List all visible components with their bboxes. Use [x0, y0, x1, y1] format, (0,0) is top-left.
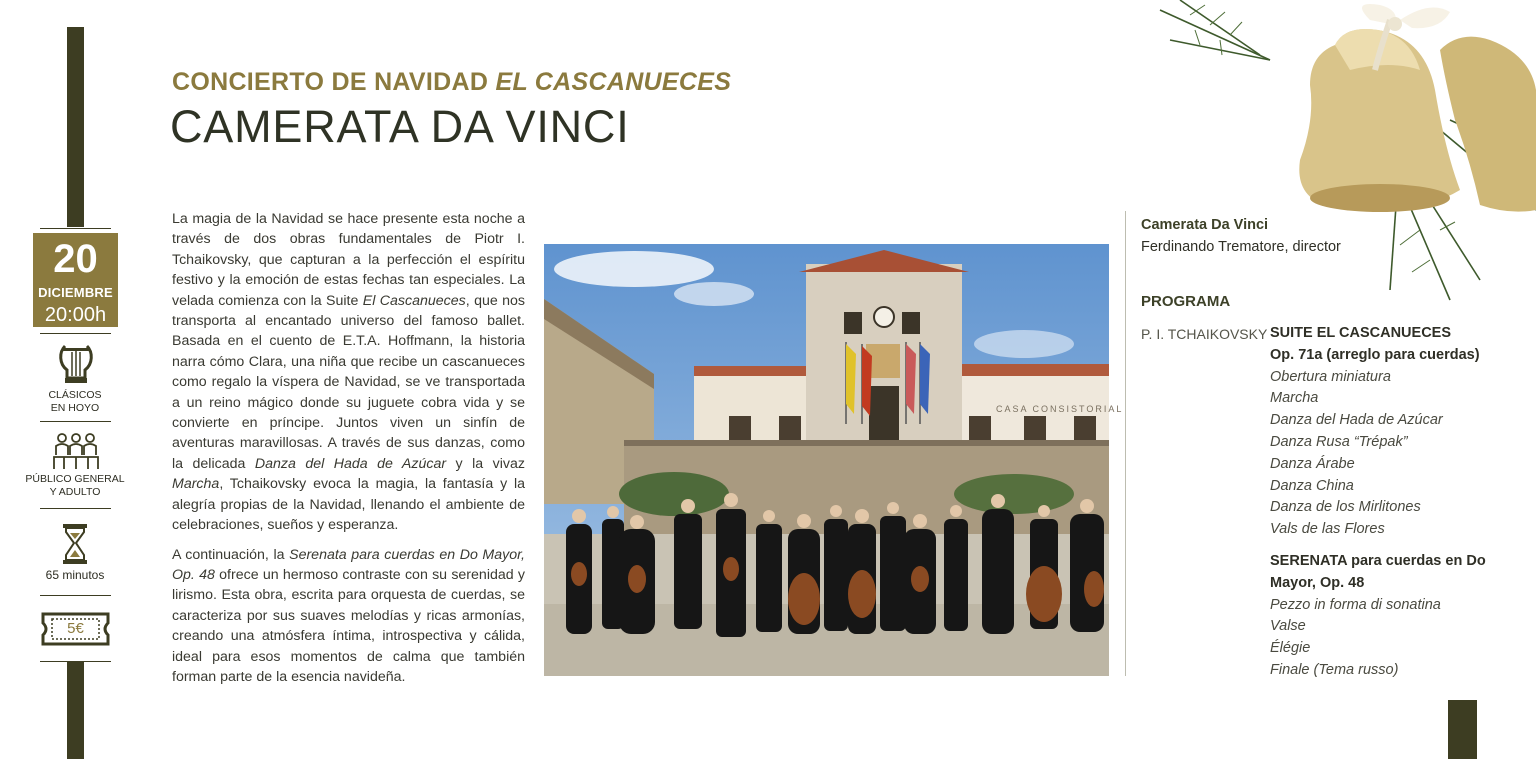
- building-sign: CASA CONSISTORIAL: [996, 404, 1124, 414]
- divider: [40, 508, 111, 509]
- ensemble-photo: [544, 244, 1124, 676]
- program-works: [1270, 323, 1520, 682]
- category-label: CLÁSICOS EN HOYO: [48, 389, 102, 414]
- paragraph-1: La magia de la Navidad se hace presente esta noche a través de dos obras fundamentales de Piotr I. Tchaikovsky, que capturan a la perfección el espíritu festivo y la emoción de estas fechas tan especiales. La velada comienza con la Suite El Cascanueces, que nos transporta al encantado universo del famoso ballet. Basada en el cuento de E.T.A. Hoffmann, la historia narra cómo Clara, una niña que recibe un cascanueces como regalo la víspera de Navidad, se ve transportada a un reino mágico donde su juguete cobra vida y se convierte en príncipe. Juntos viven un sinfín de aventuras maravillosas. A través de sus danzas, como la delicada Danza del Hada de Azúcar y la vivaz Marcha, Tchaikovsky evoca la magia, la fantasía y la alegría propias de la Navidad, llenando el ambiente de celebraciones, sueños y esperanza.: [172, 211, 526, 534]
- movement: Danza del Hada de Azúcar: [1270, 412, 1443, 429]
- audience-icon: [52, 431, 100, 471]
- movement: Finale (Tema russo): [1270, 661, 1399, 678]
- divider: [40, 595, 111, 596]
- corner-bar: [1448, 700, 1477, 759]
- movement: Élégie: [1270, 640, 1311, 657]
- audience-label: PÚBLICO GENERAL Y ADULTO: [25, 473, 125, 498]
- divider: [40, 228, 111, 229]
- sidebar-bottom-bar: [67, 662, 84, 759]
- divider: [40, 333, 111, 334]
- event-time: 20:00h: [44, 304, 107, 326]
- work-title: SERENATA para cuerdas en Do: [1270, 552, 1486, 569]
- concert-pre-title: CONCIERTO DE NAVIDAD EL CASCANUECES: [172, 68, 732, 96]
- programa-heading: PROGRAMA: [1141, 293, 1231, 310]
- christmas-bells-icon: [1150, 0, 1536, 300]
- duration-label: 65 minutos: [45, 568, 105, 582]
- movement: Pezzo in forma di sonatina: [1270, 596, 1441, 613]
- movement: Valse: [1270, 618, 1306, 635]
- page-title: CAMERATA DA VINCI: [170, 101, 630, 152]
- sidebar-top-bar: [67, 27, 84, 227]
- composer-name: P. I. TCHAIKOVSKY: [1141, 326, 1268, 342]
- column-divider: [1125, 211, 1126, 676]
- date-month: DICIEMBRE: [38, 285, 113, 300]
- ticket-icon: [40, 611, 111, 647]
- description-text: [172, 209, 525, 696]
- price-label: 5€: [67, 620, 84, 637]
- paragraph-2: A continuación, la Serenata para cuerdas en Do Mayor, Op. 48 ofrece un hermoso contraste con su serenidad y lirismo. Esta obra, escrita para orquesta de cuerdas, se caracteriza por sus suaves melodías y ricas armonías, creando una atmósfera íntima, introspectiva y cálida, ideal para esos momentos de calma que también forman parte de la esencia navideña.: [172, 546, 526, 685]
- photo-illustration: [544, 244, 1124, 676]
- divider: [40, 421, 111, 422]
- date-day: 20: [53, 237, 98, 281]
- movement: Danza China: [1270, 477, 1354, 494]
- work-title: Mayor, Op. 48: [1270, 574, 1365, 591]
- movement: Marcha: [1270, 390, 1319, 407]
- hourglass-icon: [62, 523, 88, 565]
- date-badge: [33, 233, 118, 327]
- work-title: SUITE EL CASCANUECES: [1270, 325, 1452, 341]
- movement: Obertura miniatura: [1270, 368, 1391, 385]
- movement: Danza de los Mirlitones: [1270, 499, 1421, 516]
- lyre-icon: [57, 342, 95, 386]
- ensemble-name: Camerata Da Vinci: [1141, 217, 1269, 233]
- movement: Danza Árabe: [1270, 455, 1355, 472]
- movement: Danza Rusa “Trépak”: [1270, 433, 1408, 450]
- work-subtitle: Op. 71a (arreglo para cuerdas): [1270, 346, 1480, 363]
- director-line: Ferdinando Trematore, director: [1141, 239, 1341, 255]
- movement: Vals de las Flores: [1270, 521, 1385, 538]
